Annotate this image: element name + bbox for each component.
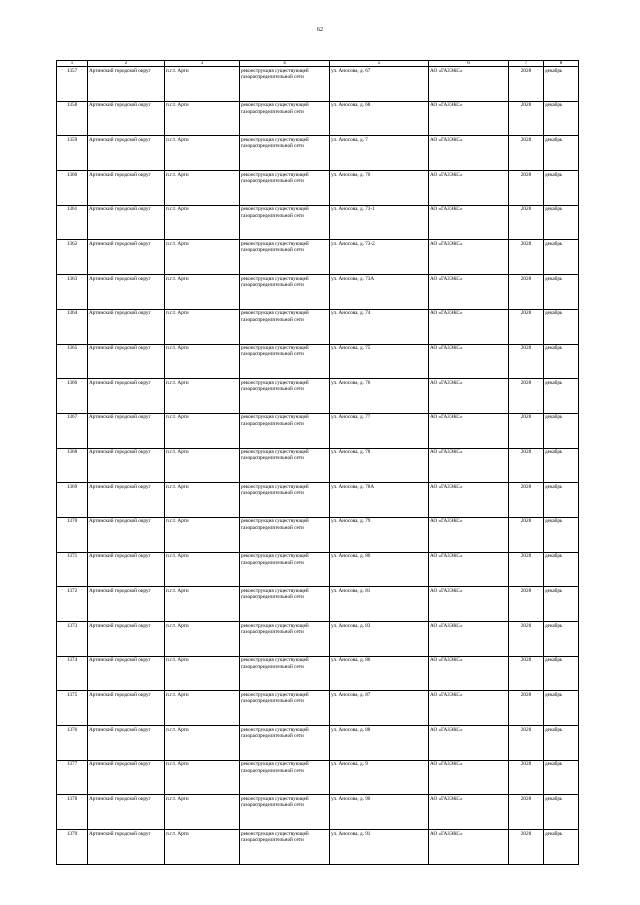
district-cell: Артинский городской округ	[88, 379, 165, 414]
table-row	[57, 136, 579, 171]
table-row	[57, 309, 579, 344]
data-table	[56, 60, 579, 865]
table-row	[57, 795, 579, 830]
work-type-cell: реконструкция существующей газораспределительной сети	[240, 622, 330, 657]
year-cell: 2028	[509, 830, 544, 865]
year-cell: 2028	[509, 67, 544, 102]
table-row	[57, 240, 579, 275]
row-number-cell: 1362	[57, 240, 88, 275]
row-number-cell: 1367	[57, 413, 88, 448]
work-type-cell: реконструкция существующей газораспределительной сети	[240, 830, 330, 865]
year-cell: 2028	[509, 275, 544, 310]
organization-cell: АО «ГАЗЭКС»	[429, 517, 509, 552]
organization-cell: АО «ГАЗЭКС»	[429, 344, 509, 379]
district-cell: Артинский городской округ	[88, 760, 165, 795]
settlement-cell: п.г.т. Арти	[165, 67, 240, 102]
column-number-6: 6	[429, 61, 509, 67]
organization-cell: АО «ГАЗЭКС»	[429, 413, 509, 448]
address-cell: ул. Аносова, д. 88	[330, 726, 429, 761]
work-type-cell: реконструкция существующей газораспределительной сети	[240, 656, 330, 691]
row-number-cell: 1361	[57, 205, 88, 240]
address-cell: ул. Аносова, д. 87	[330, 691, 429, 726]
district-cell: Артинский городской округ	[88, 656, 165, 691]
address-cell: ул. Аносова, д. 73-2	[330, 240, 429, 275]
row-number-cell: 1378	[57, 795, 88, 830]
address-cell: ул. Аносова, д. 77	[330, 413, 429, 448]
work-type-cell: реконструкция существующей газораспределительной сети	[240, 760, 330, 795]
settlement-cell: п.г.т. Арти	[165, 309, 240, 344]
month-cell: декабрь	[544, 240, 579, 275]
month-cell: декабрь	[544, 309, 579, 344]
settlement-cell: п.г.т. Арти	[165, 275, 240, 310]
year-cell: 2028	[509, 240, 544, 275]
organization-cell: АО «ГАЗЭКС»	[429, 67, 509, 102]
month-cell: декабрь	[544, 691, 579, 726]
organization-cell: АО «ГАЗЭКС»	[429, 309, 509, 344]
row-number-cell: 1357	[57, 67, 88, 102]
organization-cell: АО «ГАЗЭКС»	[429, 691, 509, 726]
address-cell: ул. Аносова, д. 7	[330, 136, 429, 171]
work-type-cell: реконструкция существующей газораспределительной сети	[240, 483, 330, 518]
address-cell: ул. Аносова, д. 90	[330, 795, 429, 830]
table-row	[57, 344, 579, 379]
year-cell: 2028	[509, 726, 544, 761]
address-cell: ул. Аносова, д. 74	[330, 309, 429, 344]
year-cell: 2028	[509, 795, 544, 830]
month-cell: декабрь	[544, 275, 579, 310]
address-cell: ул. Аносова, д. 70	[330, 171, 429, 206]
month-cell: декабрь	[544, 448, 579, 483]
year-cell: 2028	[509, 379, 544, 414]
row-number-cell: 1363	[57, 275, 88, 310]
address-cell: ул. Аносова, д. 78	[330, 448, 429, 483]
work-type-cell: реконструкция существующей газораспределительной сети	[240, 552, 330, 587]
settlement-cell: п.г.т. Арти	[165, 171, 240, 206]
month-cell: декабрь	[544, 830, 579, 865]
year-cell: 2028	[509, 344, 544, 379]
address-cell: ул. Аносова, д. 73-1	[330, 205, 429, 240]
month-cell: декабрь	[544, 517, 579, 552]
column-number-1: 1	[57, 61, 88, 67]
address-cell: ул. Аносова, д. 75	[330, 344, 429, 379]
table-row	[57, 448, 579, 483]
settlement-cell: п.г.т. Арти	[165, 691, 240, 726]
settlement-cell: п.г.т. Арти	[165, 795, 240, 830]
table-row	[57, 622, 579, 657]
work-type-cell: реконструкция существующей газораспределительной сети	[240, 205, 330, 240]
address-cell: ул. Аносова, д. 91	[330, 830, 429, 865]
organization-cell: АО «ГАЗЭКС»	[429, 656, 509, 691]
month-cell: декабрь	[544, 205, 579, 240]
address-cell: ул. Аносова, д. 83	[330, 622, 429, 657]
month-cell: декабрь	[544, 67, 579, 102]
year-cell: 2028	[509, 136, 544, 171]
table-row	[57, 656, 579, 691]
row-number-cell: 1358	[57, 101, 88, 136]
settlement-cell: п.г.т. Арти	[165, 136, 240, 171]
district-cell: Артинский городской округ	[88, 587, 165, 622]
year-cell: 2028	[509, 171, 544, 206]
year-cell: 2028	[509, 101, 544, 136]
work-type-cell: реконструкция существующей газораспределительной сети	[240, 726, 330, 761]
table-row	[57, 275, 579, 310]
year-cell: 2028	[509, 309, 544, 344]
work-type-cell: реконструкция существующей газораспределительной сети	[240, 448, 330, 483]
table-row	[57, 101, 579, 136]
organization-cell: АО «ГАЗЭКС»	[429, 101, 509, 136]
settlement-cell: п.г.т. Арти	[165, 344, 240, 379]
year-cell: 2028	[509, 552, 544, 587]
table-row	[57, 67, 579, 102]
settlement-cell: п.г.т. Арти	[165, 379, 240, 414]
settlement-cell: п.г.т. Арти	[165, 830, 240, 865]
row-number-cell: 1360	[57, 171, 88, 206]
organization-cell: АО «ГАЗЭКС»	[429, 552, 509, 587]
column-number-3: 3	[165, 61, 240, 67]
table-row	[57, 691, 579, 726]
month-cell: декабрь	[544, 171, 579, 206]
work-type-cell: реконструкция существующей газораспределительной сети	[240, 795, 330, 830]
district-cell: Артинский городской округ	[88, 136, 165, 171]
organization-cell: АО «ГАЗЭКС»	[429, 795, 509, 830]
address-cell: ул. Аносова, д. 86	[330, 656, 429, 691]
row-number-cell: 1370	[57, 517, 88, 552]
month-cell: декабрь	[544, 552, 579, 587]
organization-cell: АО «ГАЗЭКС»	[429, 483, 509, 518]
month-cell: декабрь	[544, 136, 579, 171]
settlement-cell: п.г.т. Арти	[165, 448, 240, 483]
month-cell: декабрь	[544, 726, 579, 761]
work-type-cell: реконструкция существующей газораспределительной сети	[240, 171, 330, 206]
row-number-cell: 1371	[57, 552, 88, 587]
district-cell: Артинский городской округ	[88, 205, 165, 240]
district-cell: Артинский городской округ	[88, 517, 165, 552]
settlement-cell: п.г.т. Арти	[165, 552, 240, 587]
table-row	[57, 830, 579, 865]
district-cell: Артинский городской округ	[88, 344, 165, 379]
month-cell: декабрь	[544, 622, 579, 657]
district-cell: Артинский городской округ	[88, 413, 165, 448]
organization-cell: АО «ГАЗЭКС»	[429, 622, 509, 657]
year-cell: 2028	[509, 517, 544, 552]
year-cell: 2028	[509, 622, 544, 657]
district-cell: Артинский городской округ	[88, 726, 165, 761]
row-number-cell: 1365	[57, 344, 88, 379]
table-row	[57, 726, 579, 761]
district-cell: Артинский городской округ	[88, 552, 165, 587]
work-type-cell: реконструкция существующей газораспределительной сети	[240, 691, 330, 726]
year-cell: 2028	[509, 656, 544, 691]
district-cell: Артинский городской округ	[88, 483, 165, 518]
row-number-cell: 1364	[57, 309, 88, 344]
table-row	[57, 379, 579, 414]
district-cell: Артинский городской округ	[88, 171, 165, 206]
district-cell: Артинский городской округ	[88, 691, 165, 726]
month-cell: декабрь	[544, 413, 579, 448]
organization-cell: АО «ГАЗЭКС»	[429, 275, 509, 310]
table-row	[57, 760, 579, 795]
month-cell: декабрь	[544, 760, 579, 795]
row-number-cell: 1359	[57, 136, 88, 171]
column-number-2: 2	[88, 61, 165, 67]
settlement-cell: п.г.т. Арти	[165, 483, 240, 518]
work-type-cell: реконструкция существующей газораспределительной сети	[240, 379, 330, 414]
row-number-cell: 1373	[57, 622, 88, 657]
address-cell: ул. Аносова, д. 81	[330, 587, 429, 622]
settlement-cell: п.г.т. Арти	[165, 726, 240, 761]
work-type-cell: реконструкция существующей газораспределительной сети	[240, 309, 330, 344]
column-number-5: 5	[330, 61, 429, 67]
table-row	[57, 587, 579, 622]
district-cell: Артинский городской округ	[88, 309, 165, 344]
column-number-7: 7	[509, 61, 544, 67]
settlement-cell: п.г.т. Арти	[165, 413, 240, 448]
organization-cell: АО «ГАЗЭКС»	[429, 448, 509, 483]
month-cell: декабрь	[544, 587, 579, 622]
year-cell: 2028	[509, 413, 544, 448]
district-cell: Артинский городской округ	[88, 448, 165, 483]
district-cell: Артинский городской округ	[88, 830, 165, 865]
year-cell: 2028	[509, 205, 544, 240]
address-cell: ул. Аносова, д. 80	[330, 552, 429, 587]
row-number-cell: 1374	[57, 656, 88, 691]
month-cell: декабрь	[544, 101, 579, 136]
organization-cell: АО «ГАЗЭКС»	[429, 379, 509, 414]
district-cell: Артинский городской округ	[88, 240, 165, 275]
row-number-cell: 1369	[57, 483, 88, 518]
address-cell: ул. Аносова, д. 68	[330, 101, 429, 136]
row-number-cell: 1366	[57, 379, 88, 414]
organization-cell: АО «ГАЗЭКС»	[429, 830, 509, 865]
month-cell: декабрь	[544, 344, 579, 379]
row-number-cell: 1376	[57, 726, 88, 761]
table-row	[57, 171, 579, 206]
settlement-cell: п.г.т. Арти	[165, 240, 240, 275]
work-type-cell: реконструкция существующей газораспределительной сети	[240, 344, 330, 379]
year-cell: 2028	[509, 483, 544, 518]
work-type-cell: реконструкция существующей газораспределительной сети	[240, 136, 330, 171]
column-number-4: 4	[240, 61, 330, 67]
page-number: 62	[317, 27, 323, 33]
settlement-cell: п.г.т. Арти	[165, 622, 240, 657]
organization-cell: АО «ГАЗЭКС»	[429, 726, 509, 761]
row-number-cell: 1375	[57, 691, 88, 726]
address-cell: ул. Аносова, д. 9	[330, 760, 429, 795]
settlement-cell: п.г.т. Арти	[165, 517, 240, 552]
table-row	[57, 413, 579, 448]
year-cell: 2028	[509, 760, 544, 795]
row-number-cell: 1379	[57, 830, 88, 865]
district-cell: Артинский городской округ	[88, 101, 165, 136]
year-cell: 2028	[509, 448, 544, 483]
month-cell: декабрь	[544, 379, 579, 414]
address-cell: ул. Аносова, д. 78А	[330, 483, 429, 518]
organization-cell: АО «ГАЗЭКС»	[429, 171, 509, 206]
district-cell: Артинский городской округ	[88, 67, 165, 102]
district-cell: Артинский городской округ	[88, 622, 165, 657]
work-type-cell: реконструкция существующей газораспределительной сети	[240, 67, 330, 102]
address-cell: ул. Аносова, д. 67	[330, 67, 429, 102]
table-row	[57, 552, 579, 587]
work-type-cell: реконструкция существующей газораспределительной сети	[240, 240, 330, 275]
column-number-8: 8	[544, 61, 579, 67]
work-type-cell: реконструкция существующей газораспределительной сети	[240, 101, 330, 136]
settlement-cell: п.г.т. Арти	[165, 587, 240, 622]
organization-cell: АО «ГАЗЭКС»	[429, 587, 509, 622]
settlement-cell: п.г.т. Арти	[165, 101, 240, 136]
district-cell: Артинский городской округ	[88, 795, 165, 830]
work-type-cell: реконструкция существующей газораспределительной сети	[240, 587, 330, 622]
work-type-cell: реконструкция существующей газораспределительной сети	[240, 275, 330, 310]
year-cell: 2028	[509, 587, 544, 622]
row-number-cell: 1377	[57, 760, 88, 795]
address-cell: ул. Аносова, д. 79	[330, 517, 429, 552]
organization-cell: АО «ГАЗЭКС»	[429, 136, 509, 171]
row-number-cell: 1372	[57, 587, 88, 622]
organization-cell: АО «ГАЗЭКС»	[429, 205, 509, 240]
address-cell: ул. Аносова, д. 73А	[330, 275, 429, 310]
district-cell: Артинский городской округ	[88, 275, 165, 310]
table-row	[57, 483, 579, 518]
month-cell: декабрь	[544, 795, 579, 830]
settlement-cell: п.г.т. Арти	[165, 205, 240, 240]
month-cell: декабрь	[544, 483, 579, 518]
organization-cell: АО «ГАЗЭКС»	[429, 760, 509, 795]
table-row	[57, 517, 579, 552]
address-cell: ул. Аносова, д. 76	[330, 379, 429, 414]
organization-cell: АО «ГАЗЭКС»	[429, 240, 509, 275]
settlement-cell: п.г.т. Арти	[165, 760, 240, 795]
work-type-cell: реконструкция существующей газораспределительной сети	[240, 517, 330, 552]
row-number-cell: 1368	[57, 448, 88, 483]
settlement-cell: п.г.т. Арти	[165, 656, 240, 691]
year-cell: 2028	[509, 691, 544, 726]
work-type-cell: реконструкция существующей газораспределительной сети	[240, 413, 330, 448]
table-row	[57, 205, 579, 240]
month-cell: декабрь	[544, 656, 579, 691]
